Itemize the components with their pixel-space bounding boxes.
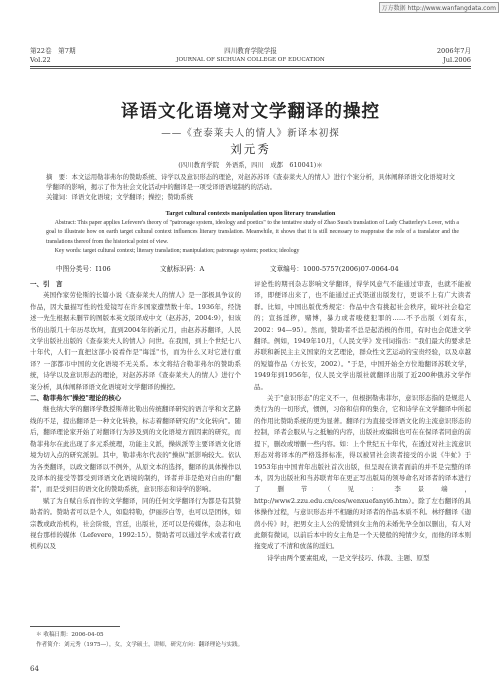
body-paragraph: 评论性的期刊杂志影响文学翻译，得学风意气不能通过审查，也就不能被译，即便译出来了，也不能通过正式渠道出版发行，更谈不上有广大读者群。比如，中国出版优秀规定：作品中含有挑起社会秩序，破坏社会稳定的；宣扬淫秽，赌博，暴力或者唆使犯罪的……不予出版（刘有东，2002：94—95）。然而，赞助者不总是起消极的作用，有时也会促进文学翻译。例如，1949年10月，《人民文学》发刊词指出："我们最大的要求是苏联和新民主主义国家的文艺理论，群众性文艺运动的宝贵经验，以及卓越的短篇作品（方长安，2002）。"于是，中国开始全方位地翻译苏联文学，1949年到1956年，仅人民文学出版社就翻译出版了近200种俄苏文学作品。 xyxy=(254,280,471,391)
article-title: 译语文化语境对文学翻译的操控 xyxy=(121,102,380,122)
body-paragraph: 英国作家劳伦斯的长篇小说《查泰莱夫人的情人》是一部极具争议的作品，因大量描写性的性爱镜写在许多国家遭禁数十年。1936年，经饶述一先生根据未删节的图版本英文版译成中文（赵苏苏，2004:9），但该书的出版几十年历尽坎坷，直到2004年的新元月，由赵苏苏翻译，人民文学出版社出版的《查泰莱夫人的情人》问世。在我国，到上个世纪七八十年代，人们一直把这部小说看作是"诲淫"书，而为什么又对它进行重译？一部都市中国的文化语境不无关系。本文将结合勒菲弗尔的赞助系统，诗学以及意识形态的理论，对赵苏苏译《查泰莱夫人的情人》进行个案分析，具体阐释译语文化语境对文学翻译的操控。 xyxy=(30,291,241,391)
page-number: 64 xyxy=(30,665,39,673)
article-number: 文章编号：1000-5757(2006)07-0064-04 xyxy=(270,265,399,273)
article-subtitle: ——《查泰莱夫人的情人》新译本初探 xyxy=(161,128,340,139)
section-heading-theory: 二、勒菲弗尔"操控"理论的核心 xyxy=(30,394,122,403)
keywords-zh: 关键词：译语文化语境；文学翻译；操控；赞助系统 xyxy=(46,193,193,201)
keywords-en: Key words: target cultural context; literary translation; manipulation; patronage system; poetics; ideology xyxy=(54,247,300,254)
abstract-zh: 摘 要：本文运用勒菲弗尔的赞助系统、诗学以及意识形态的理论，对赵苏苏译《查泰莱夫人的情人》进行个案分析，具体阐释译语文化语境对文学翻译的影响，揭示了作为社会文化活动中的翻译是一项受译语语境制约的活动。 xyxy=(46,173,455,191)
volume-zh: 第22卷 第7期 xyxy=(30,47,76,55)
abstract-zh-block xyxy=(46,172,459,202)
header-right xyxy=(437,47,471,65)
header-center xyxy=(30,47,471,65)
abstract-en-block xyxy=(46,219,459,256)
journal-name-zh: 四川教育学院学报 xyxy=(224,47,277,55)
date-zh: 2006年7月 xyxy=(436,47,471,55)
footnote-author-bio: 作者简介：刘元秀（1975—），女，文学硕士，讲师，研究方向：翻译理论与实践。 xyxy=(36,642,244,648)
body-paragraph: 赋了为自赋自乐而作的文学翻译，同的任何文学翻译行为都是有其赞助者的。赞助者可以是个人，如隐特勒，伊丽莎白等，也可以是团体，如宗教或政治机构，社会阶级，宫廷，出版社，还可以是传媒体，杂志和电视台那样的媒体（Lefevere，1992:15）。赞助者可以通过学术或者行政机构以及 xyxy=(30,496,241,551)
volume-en: Vol.22 xyxy=(30,56,51,64)
header-rule xyxy=(30,66,471,67)
body-paragraph: 继也纳大学的翻译学教授斯蒂比勒出传统翻译研究的语言学和文艺路线的不足，提出翻译是一种文化转换，标志着翻译研究的"文化转向"。随后，翻译理论家开始了对翻译行为涉及到的文化语境方面因素的研究，而勒菲弗尔在此出现了多元系统理，功能主义派，操纵派等主要译语文化语境为切入点的研究派别。其中，勒菲弗尔代表的"操纵"派影响较大。依认为各类翻译，以政文翻译以不例外，从原文本的选择，翻译的具体操作以及译本的接受等都受到译语文化语境的制约，译者并非是绝对自由的"翻者"，而是受到目的语文化的赞助系统，意识形态和诗学的影响。 xyxy=(30,405,241,494)
footnote-received-date: ＊ 收稿日期：2006-04-05 xyxy=(36,632,104,638)
journal-name-en: JOURNAL OF SICHUAN COLLEGE OF EDUCATION xyxy=(176,57,325,63)
document-code: 文献标识码：A xyxy=(160,265,205,273)
body-paragraph: 诗学由两个要素组成，一是文学技巧、体裁、主题、原型 xyxy=(267,553,430,562)
footnote-rule xyxy=(30,626,120,627)
date-en: Jul.2006 xyxy=(443,56,471,64)
body-paragraph: 关于"意识形态"的定义不一，但根据勒弗菲尔，意识形态指的是规范人类行为的一切形式，惯例，习俗和信仰的集合，它和诗学在文学翻译中所起的作用比赞助系统的更为显著。翻译行为直接受译语文化的主流意识形态的控制，译者会服从与之抵触的内容，出版社或编辑也可在在保译者同意的前提下，删改或增删一些内容。如：上个世纪五十年代，在透过对社主流意识形态对将译本的严格选择标准，得以被冒社会读者接受的小说《牛虻》于1953年由中国青年出版社首次出版，但呈现在读者面前的并不是完整的译本，因为出版社和当苏联青年在更正写出版局的领导命名对译者的译本进行了删节（见：李景端，http://www2.zzu.edu.cn/ces/wenxuefanyi6.htm）。除了左右翻译的具体操作过程，与意识形态并不相融的对译者的作品本质不利。林纾翻译《迦茵小传》时，把男女主人公的爱情到女主角的未婚先孕全加以删出，有人对此颇有微词，以前后本中的女主角是一个天使般的纯情少女，而他的译本则拖变成了不清和放荡的淫妇。 xyxy=(254,394,471,551)
watermark: 万方数据 http://www.wanfangdata.com xyxy=(379,2,499,13)
author-name: 刘元秀 xyxy=(230,142,271,156)
section-heading-intro: 一、引 言 xyxy=(30,280,63,288)
clc-number: 中图分类号：I106 xyxy=(56,265,111,273)
header-rule-thin xyxy=(30,68,471,69)
left-column xyxy=(30,279,241,553)
right-column xyxy=(254,279,471,564)
english-title: Target cultural contexts manipulation upon literary translation xyxy=(165,210,336,217)
abstract-en: Abstract: This paper applies Lefevere's theory of "patronage system, ideology and poetics" to the tentative study of Zhao Susu's translation of Lady Chatterley's Lover, with a goal to illustrate how on earth target cultural context influences literary translation. Meanwhile, it shows that it is still necessary to reappraise the role of a translator and the translations thereof from the historical point of view. xyxy=(46,220,459,245)
author-affiliation: (四川教育学院 外语系，四川 成都 610041)＊ xyxy=(178,161,323,169)
